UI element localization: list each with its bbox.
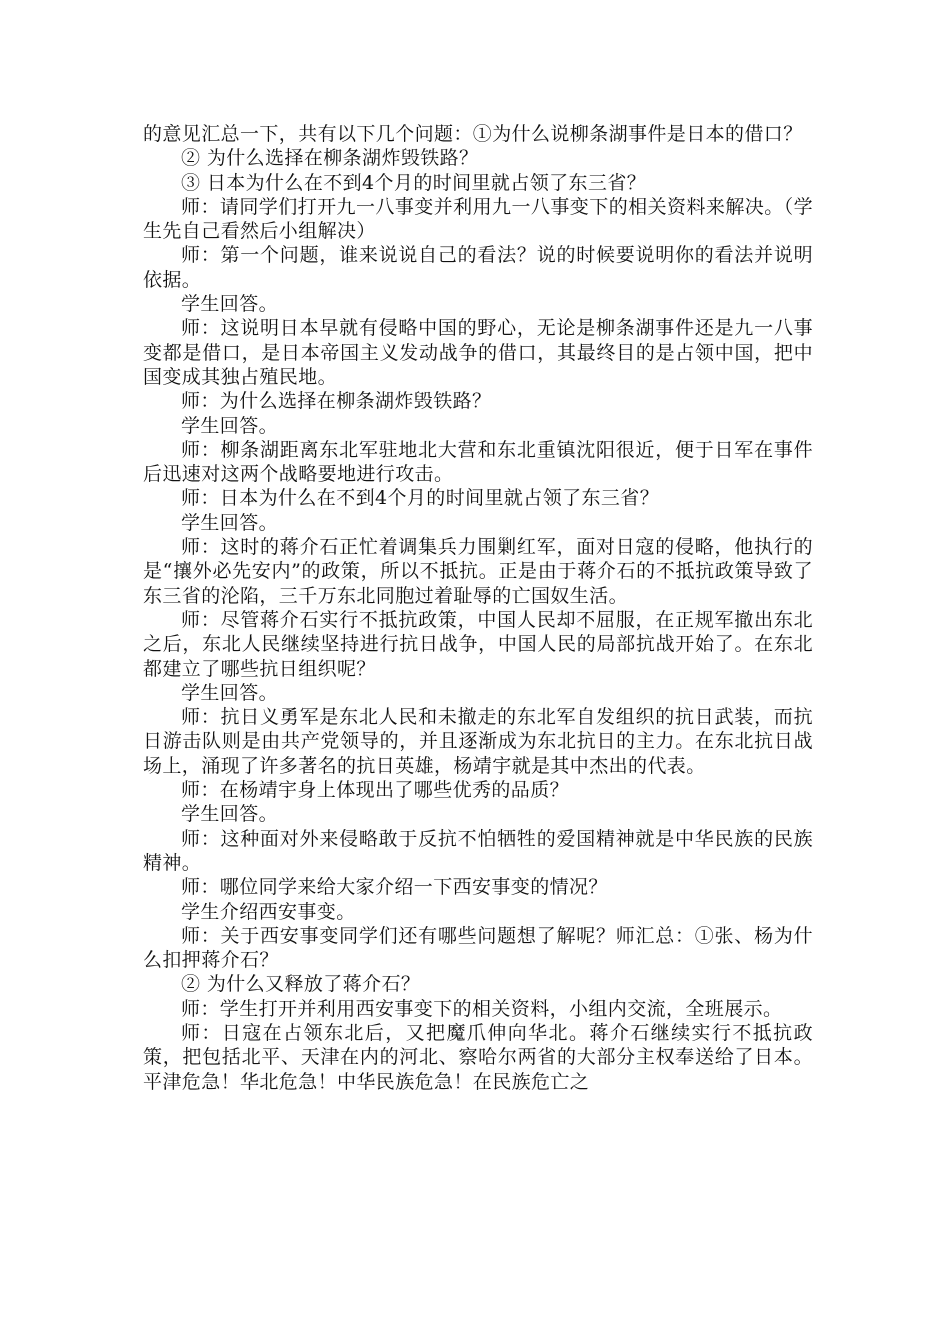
paragraph-teacher-explanation: 师：这时的蒋介石正忙着调集兵力围剿红军，面对日寇的侵略，他执行的是“攘外必先安内”的政策，所以不抵抗。正是由于蒋介石的不抵抗政策导致了东三省的沦陷，三千万东北同胞过着耻辱的亡国奴生活。 <box>143 536 813 607</box>
paragraph-teacher-explanation: 师：抗日义勇军是东北人民和未撤走的东北军自发组织的抗日武装，而抗日游击队则是由共产党领导的，并且逐渐成为东北抗日的主力。在东北抗日战场上，涌现了许多著名的抗日英雄，杨靖宇就是其中杰出的代表。 <box>143 706 813 777</box>
paragraph-teacher-question: 师：在杨靖宇身上体现出了哪些优秀的品质？ <box>181 779 570 802</box>
paragraph-student-answer: 学生回答。 <box>181 293 279 316</box>
paragraph-teacher-instruction: 师：学生打开并利用西安事变下的相关资料，小组内交流，全班展示。 <box>181 997 783 1020</box>
paragraph-student-introduction: 学生介绍西安事变。 <box>181 900 356 923</box>
paragraph-teacher-first-question: 师：第一个问题，谁来说说自己的看法？说的时候要说明你的看法并说明依据。 <box>143 244 813 291</box>
paragraph-student-answer: 学生回答。 <box>181 681 279 704</box>
paragraph-question-2: ② 为什么选择在柳条湖炸毁铁路？ <box>181 147 479 170</box>
paragraph-teacher-explanation: 师：柳条湖距离东北军驻地北大营和东北重镇沈阳很近，便于日军在事件后迅速对这两个战略要地进行攻击。 <box>143 438 813 486</box>
paragraph-teacher-summary: 师：关于西安事变同学们还有哪些问题想了解呢？师汇总：①张、杨为什么扣押蒋介石？ <box>143 924 813 972</box>
paragraph-question-2: ② 为什么又释放了蒋介石？ <box>181 973 421 996</box>
paragraph-teacher-question: 师：日本为什么在不到4个月的时间里就占领了东三省？ <box>181 487 660 510</box>
paragraph-teacher-question: 师：为什么选择在柳条湖炸毁铁路？ <box>181 390 492 413</box>
paragraph-questions-summary: 的意见汇总一下，共有以下几个问题：①为什么说柳条湖事件是日本的借口？ <box>143 123 803 145</box>
paragraph-student-answer: 学生回答。 <box>181 414 279 437</box>
paragraph-student-answer: 学生回答。 <box>181 511 279 534</box>
paragraph-teacher-explanation: 师：这说明日本早就有侵略中国的野心，无论是柳条湖事件还是九一八事变都是借口，是日本帝国主义发动战争的借口，其最终目的是占领中国，把中国变成其独占殖民地。 <box>143 317 813 388</box>
paragraph-teacher-explanation: 师：尽管蒋介石实行不抵抗政策，中国人民却不屈服，在正规军撤出东北之后，东北人民继续坚持进行抗日战争，中国人民的局部抗战开始了。在东北都建立了哪些抗日组织呢？ <box>143 608 813 680</box>
paragraph-teacher-explanation: 师：日寇在占领东北后，又把魔爪伸向华北。蒋介石继续实行不抵抗政策，把包括北平、天津在内的河北、察哈尔两省的大部分主权奉送给了日本。平津危急！华北危急！中华民族危急！在民族危亡之 <box>143 1021 813 1093</box>
paragraph-teacher-explanation: 师：这种面对外来侵略敢于反抗不怕牺牲的爱国精神就是中华民族的民族精神。 <box>143 827 813 874</box>
document-body <box>143 122 813 1094</box>
paragraph-question-3: ③ 日本为什么在不到4个月的时间里就占领了东三省？ <box>181 171 647 194</box>
paragraph-teacher-instruction: 师：请同学们打开九一八事变并利用九一八事变下的相关资料来解决。（学生先自己看然后小组解决） <box>143 195 813 243</box>
paragraph-teacher-question: 师：哪位同学来给大家介绍一下西安事变的情况？ <box>181 876 608 899</box>
paragraph-student-answer: 学生回答。 <box>181 803 279 826</box>
